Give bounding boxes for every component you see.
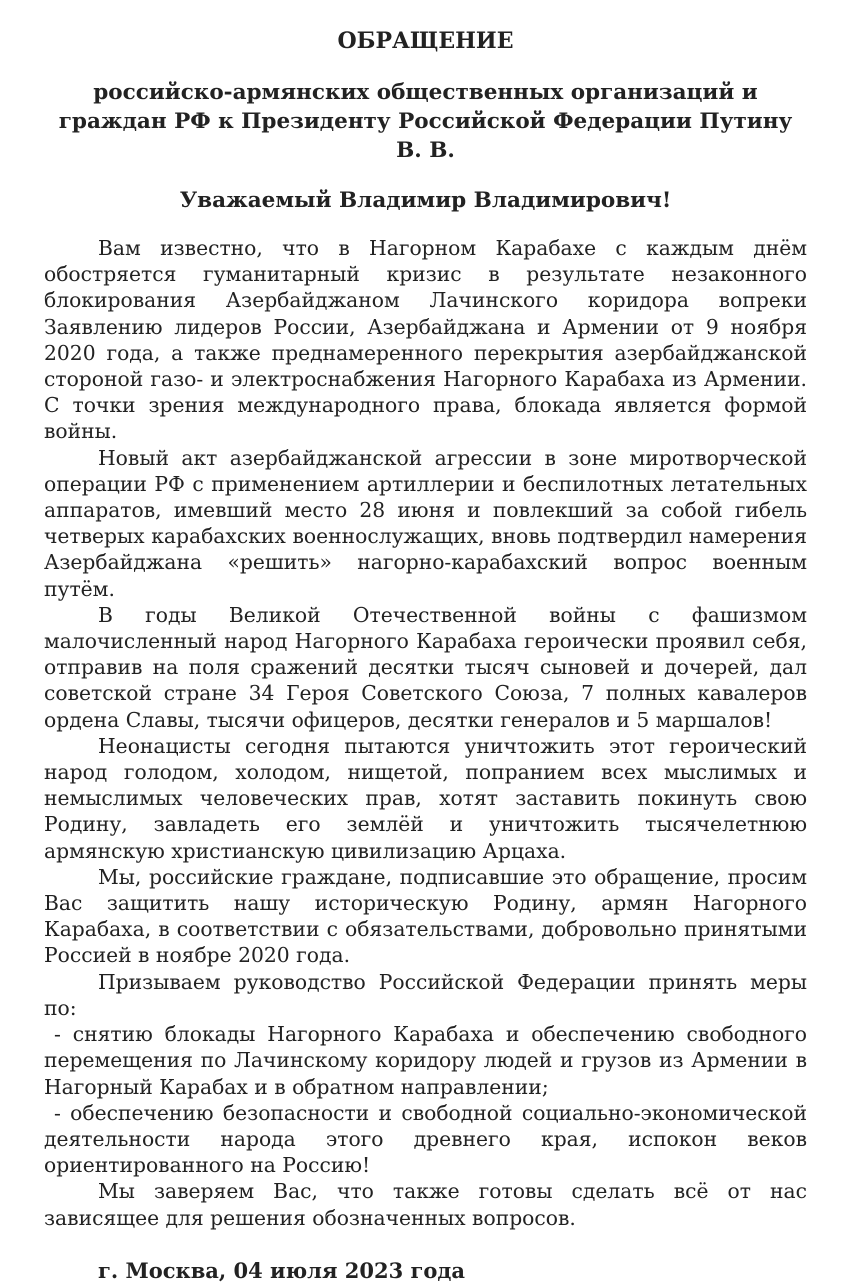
bullet-lift-blockade: - снятию блокады Нагорного Карабаха и обеспечению свободного перемещения по Лачинскому коридору людей и грузов из Армении в Нагорный Карабах и в обратном направлении; xyxy=(44,1022,807,1099)
document-title: ОБРАЩЕНИЕ xyxy=(337,28,514,54)
document-subtitle xyxy=(44,78,807,165)
letter-body xyxy=(44,235,807,1231)
subtitle-line-1: российско-армянских общественных организаций и xyxy=(93,80,758,105)
paragraph-neonazis: Неонацисты сегодня пытаются уничтожить этот героический народ голодом, холодом, нищетой, попранием всех мыслимых и немыслимых человеческих прав, хотят заставить покинуть свою Родину, завладеть его землёй и уничтожить тысячелетнюю армянскую христианскую цивилизацию Арцаха. xyxy=(44,733,807,863)
paragraph-request: Мы, российские граждане, подписавшие это обращение, просим Вас защитить нашу историческую Родину, армян Нагорного Карабаха, в соответствии с обязательствами, добровольно принятыми Россией в ноябре 2020 года. xyxy=(44,864,807,968)
paragraph-blockade: Вам известно, что в Нагорном Карабахе с каждым днём обостряется гуманитарный кризис в результате незаконного блокирования Азербайджаном Лачинского коридора вопреки Заявлению лидеров России, Азербайджана и Армении от 9 ноября 2020 года, а также преднамеренного перекрытия азербайджанской стороной газо- и электроснабжения Нагорного Карабаха из Армении. С точки зрения международного права, блокада является формой войны. xyxy=(44,236,807,444)
paragraph-aggression: Новый акт азербайджанской агрессии в зоне миротворческой операции РФ с применением артиллерии и беспилотных летательных аппаратов, имевший место 28 июня и повлекший за собой гибель четверых карабахских военнослужащих, вновь подтвердил намерения Азербайджана «решить» нагорно-карабахский вопрос военным путём. xyxy=(44,445,807,601)
paragraph-war-history: В годы Великой Отечественной войны с фашизмом малочисленный народ Нагорного Карабаха героически проявил себя, отправив на поля сражений десятки тысяч сыновей и дочерей, дал советской стране 34 Героя Советского Союза, 7 полных кавалеров ордена Славы, тысячи офицеров, десятки генералов и 5 маршалов! xyxy=(44,602,807,732)
subtitle-line-2: граждан РФ к Президенту Российской Федерации Путину В. В. xyxy=(58,109,793,163)
greeting: Уважаемый Владимир Владимирович! xyxy=(179,188,672,213)
bullet-security: - обеспечению безопасности и свободной социально-экономической деятельности народа этого древнего края, испокон веков ориентированного на Россию! xyxy=(44,1100,807,1178)
paragraph-call-to-action: Призываем руководство Российской Федерации принять меры по: xyxy=(44,969,807,1020)
paragraph-closing: Мы заверяем Вас, что также готовы сделать всё от нас зависящее для решения обозначенных вопросов. xyxy=(44,1179,807,1230)
city-date: г. Москва, 04 июля 2023 года xyxy=(98,1257,466,1283)
